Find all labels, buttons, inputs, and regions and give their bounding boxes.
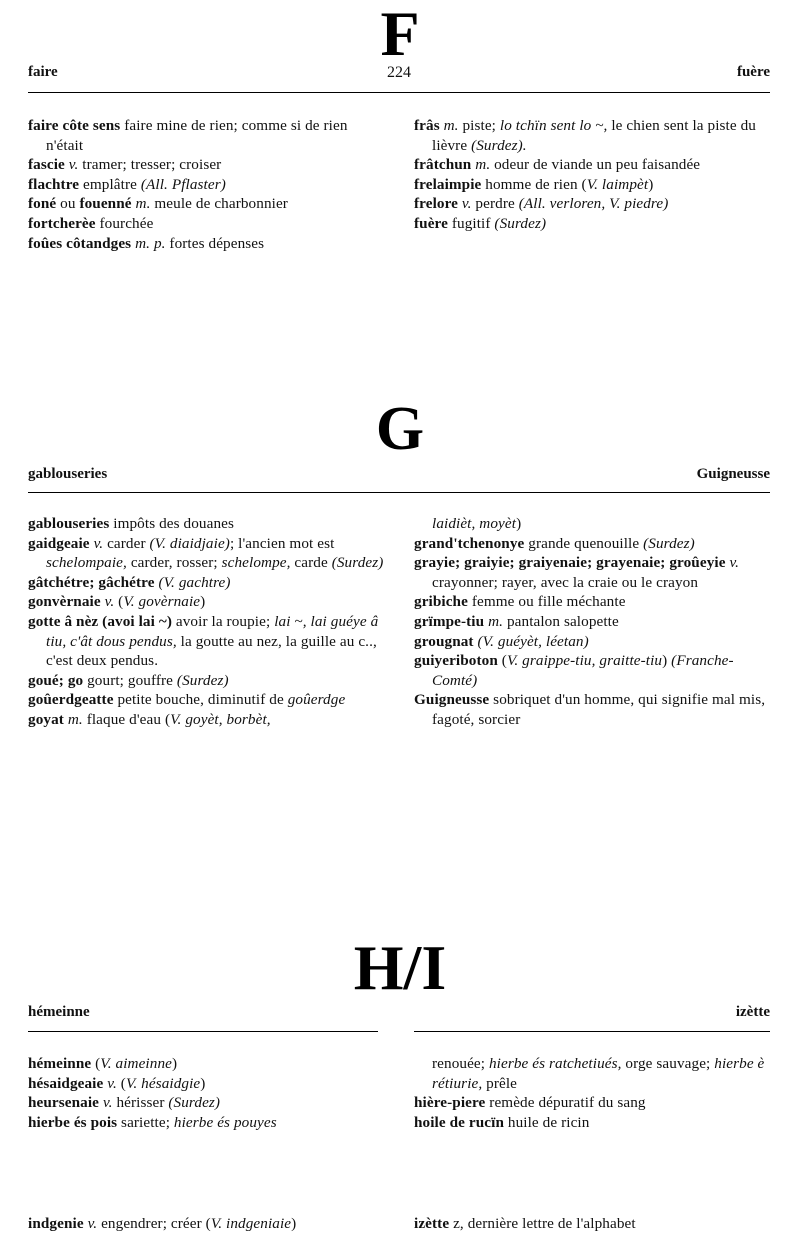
dictionary-entry [28,710,388,730]
definition-text: la goutte au nez, la guille au c.., c'est deux pendus. [46,632,377,670]
definition-text: perdre [471,195,519,213]
definition-text: ) [662,652,672,670]
definition-text: avoir la roupie; [172,612,275,630]
header-rule [28,92,770,93]
italic-text: v. [107,1074,117,1092]
dictionary-entry [28,175,388,195]
italic-text: hierbe és ratchetiués, [488,1055,622,1072]
definition-text: faire mine de rien; comme si de rien n'était [46,117,348,154]
definition-text: flaque d'eau ( [82,710,171,728]
definition-text: carder [103,534,150,552]
column-g-right [414,514,770,730]
page-number: 224 [387,64,411,81]
definition-text: ( [91,1055,101,1072]
headword: gâtchétre; gâchétre [28,573,155,591]
italic-text: (All. Pflaster) [140,175,226,193]
italic-text: hierbe és pouyes [173,1113,277,1131]
dictionary-entry [28,155,388,175]
headword: faire côte sens [28,117,121,134]
headword: fuère [414,214,448,232]
header-rule-left [28,1031,378,1032]
headword: hésaidgeaie [28,1074,104,1092]
definition-text: ( [116,1074,126,1092]
italic-text: (Surdez) [168,1094,221,1112]
entries [414,1093,770,1132]
dictionary-entry [414,612,770,632]
column-g-left [28,514,388,730]
section-letter-g: G [375,395,425,463]
italic-text: (Surdez) [176,671,229,689]
headword: grïmpe-tiu [414,612,485,630]
italic-text: V. indgeniaie [210,1215,292,1232]
definition-text: fugitif [447,214,495,232]
dictionary-entry [28,671,388,691]
italic-text: goûerdge [287,691,346,709]
definition-text: huile de ricin [504,1113,590,1131]
definition-text: ) [516,515,522,532]
definition-text: gourt; gouffre [83,671,177,689]
definition-text: sobriquet d'un homme, qui signifie mal mis, fagoté, sorcier [432,691,766,728]
headword: foûes côtandges [28,234,132,252]
dictionary-entry [28,592,388,612]
definition-text: carde [290,554,332,572]
head-right-word: izètte [735,1004,770,1020]
headword: goyat [28,710,64,728]
headword: grand'tchenonye [414,534,525,552]
definition-text: meule de charbonnier [150,195,288,213]
italic-text: V. laimpèt [586,175,649,193]
headword: heursenaie [28,1094,100,1112]
italic-text: V. graippe-tiu, graitte-tiu [506,652,663,670]
headword: frâtchun [414,156,472,174]
italic-text: m. p. [135,234,166,252]
italic-text: m. [67,710,83,728]
headword: gaidgeaie [28,534,90,552]
headword: goûerdgeatte [28,691,114,709]
column-h-left [28,1054,388,1132]
definition-text: sariette; [117,1113,174,1131]
definition-text: ) [200,593,206,611]
definition-text: impôts des douanes [109,515,235,532]
headword: fouenné [79,195,132,213]
italic-text: schelompe, [221,554,291,572]
dictionary-entry [28,514,388,534]
italic-text: m. [443,117,459,134]
italic-text: v. [93,534,104,552]
headword: hémeinne [28,1055,92,1072]
italic-text: laidièt, moyèt [432,515,517,532]
italic-text: (Surdez). [471,136,527,154]
dictionary-entry [414,592,770,612]
headword: gablouseries [28,515,110,532]
headword: grougnat [414,632,474,650]
headword: frâs [414,117,440,134]
definition-text: ) [200,1074,206,1092]
italic-text: v. [729,554,740,572]
italic-text: v. [87,1215,98,1232]
definition-text: ou [56,195,80,213]
headword: flachtre [28,175,80,193]
headword: frelore [414,195,458,213]
dictionary-entry [414,553,770,592]
definition-text: ; l'ancien mot est [229,534,335,552]
head-right-word: fuère [736,64,770,80]
headword: foné [28,195,57,213]
italic-text: V. goyèt, borbèt, [170,710,271,728]
definition-text: pantalon salopette [503,612,619,630]
column-i-right [414,1214,770,1234]
dictionary-entry [28,234,388,254]
column-i-left [28,1214,398,1234]
dictionary-entry [414,690,770,729]
dictionary-entry [28,116,388,155]
dictionary-entry [28,1074,388,1094]
dictionary-entry [28,690,388,710]
definition-text: carder, rosser; [126,554,222,572]
italic-text: v. [68,156,79,174]
headword: gotte â nèz (avoi lai ~) [28,612,172,630]
italic-text: (Surdez) [643,534,695,552]
definition-text: orge sauvage; [621,1055,715,1072]
dictionary-entry [28,1214,398,1234]
entries [414,534,770,730]
italic-text: m. [488,612,504,630]
definition-text: remède dépuratif du sang [485,1094,646,1112]
italic-text: lai ~, lai guéye â tiu, c'ât dous pendus, [46,612,379,650]
column-f-right [414,116,770,234]
italic-text: V. aimeinne [100,1055,172,1072]
italic-text: m. [135,195,151,213]
italic-text: (V. diaidjaie) [149,534,230,552]
italic-text: (Surdez) [331,554,384,572]
headword: fascie [28,156,65,174]
header-rule-right [414,1031,770,1032]
dictionary-entry [414,1093,770,1113]
dictionary-entry [28,1093,388,1113]
italic-text: v. [104,593,115,611]
headword: izètte [414,1215,450,1232]
dictionary-entry [28,1113,388,1133]
dictionary-entry [28,612,388,671]
italic-text: lo tchïn sent lo ~, [499,117,608,134]
definition-text: emplâtre [79,175,141,193]
italic-text: (V. guéyèt, léetan) [477,632,589,650]
definition-text: ( [114,593,124,611]
headword: hierbe és pois [28,1113,118,1131]
dictionary-entry [414,1214,770,1234]
headword: guiyeriboton [414,652,498,670]
definition-text: grande quenouille [524,534,644,552]
italic-text: schelompaie, [46,554,127,572]
definition-text: odeur de viande un peu faisandée [490,156,701,174]
definition-text: ) [291,1215,297,1232]
definition-text: ( [497,652,507,670]
headword: hière-piere [414,1094,486,1112]
definition-text: prêle [482,1074,518,1092]
head-right-word: Guigneusse [696,466,770,482]
italic-text: m. [475,156,491,174]
definition-text: fourchée [95,214,154,232]
dictionary-entry [28,214,388,234]
headword: gonvèrnaie [28,593,101,611]
definition-text: tramer; tresser; croiser [78,156,222,174]
definition-text: engendrer; créer ( [97,1215,211,1232]
headword: Guigneusse [414,691,490,709]
dictionary-entry [414,534,770,554]
italic-text: (Surdez) [494,214,547,232]
continued-entry [414,1054,770,1093]
head-left-word: faire [28,64,58,80]
headword: goué; go [28,671,84,689]
italic-text: V. govèrnaie [123,593,201,611]
italic-text: (All. verloren, V. piedre) [518,195,669,213]
column-h-right [414,1054,770,1132]
definition-text: petite bouche, diminutif de [113,691,288,709]
dictionary-entry [414,632,770,652]
dictionary-entry [414,1113,770,1133]
headword: hoile de rucïn [414,1113,504,1131]
continued-entry [414,514,770,534]
definition-text: z, dernière lettre de l'alphabet [449,1215,636,1232]
definition-text: crayonner; rayer, avec la craie ou le crayon [432,573,699,591]
dictionary-entry [414,651,770,690]
definition-text: ) [171,1055,178,1072]
dictionary-entry [414,194,770,214]
definition-text: hérisser [112,1094,169,1112]
headword: gribiche [414,593,468,611]
section-letter-hi: H/I [353,932,447,1003]
italic-text: (V. gachtre) [158,573,231,591]
headword: grayie; graiyie; graiyenaie; grayenaie; groûeyie [414,554,726,572]
dictionary-entry [414,175,770,195]
header-rule [28,492,770,493]
section-letter-f: F [380,0,420,69]
headword: indgenie [28,1215,84,1232]
headword: fortcherèe [28,214,96,232]
definition-text: ) [648,175,654,193]
italic-text: v. [461,195,472,213]
italic-text: (Franche-Comté) [432,652,734,689]
italic-text: hierbe è rétiurie, [432,1055,765,1092]
dictionary-entry [28,573,388,593]
dictionary-entry [414,116,770,155]
column-f-left [28,116,388,253]
head-left-word: hémeinne [28,1004,90,1020]
definition-text: fortes dépenses [165,234,265,252]
definition-text: piste; [458,117,500,134]
definition-text: homme de rien ( [481,175,587,193]
italic-text: v. [102,1094,113,1112]
italic-text: V. hésaidgie [125,1074,201,1092]
dictionary-entry [28,194,388,214]
dictionary-entry [28,1054,388,1074]
head-left-word: gablouseries [28,466,108,482]
definition-text: femme ou fille méchante [467,593,626,611]
definition-text: le chien sent la piste du lièvre [432,117,756,154]
definition-text: renouée; [432,1055,489,1072]
dictionary-entry [414,214,770,234]
headword: frelaimpie [414,175,482,193]
dictionary-entry [414,155,770,175]
dictionary-entry [28,534,388,573]
